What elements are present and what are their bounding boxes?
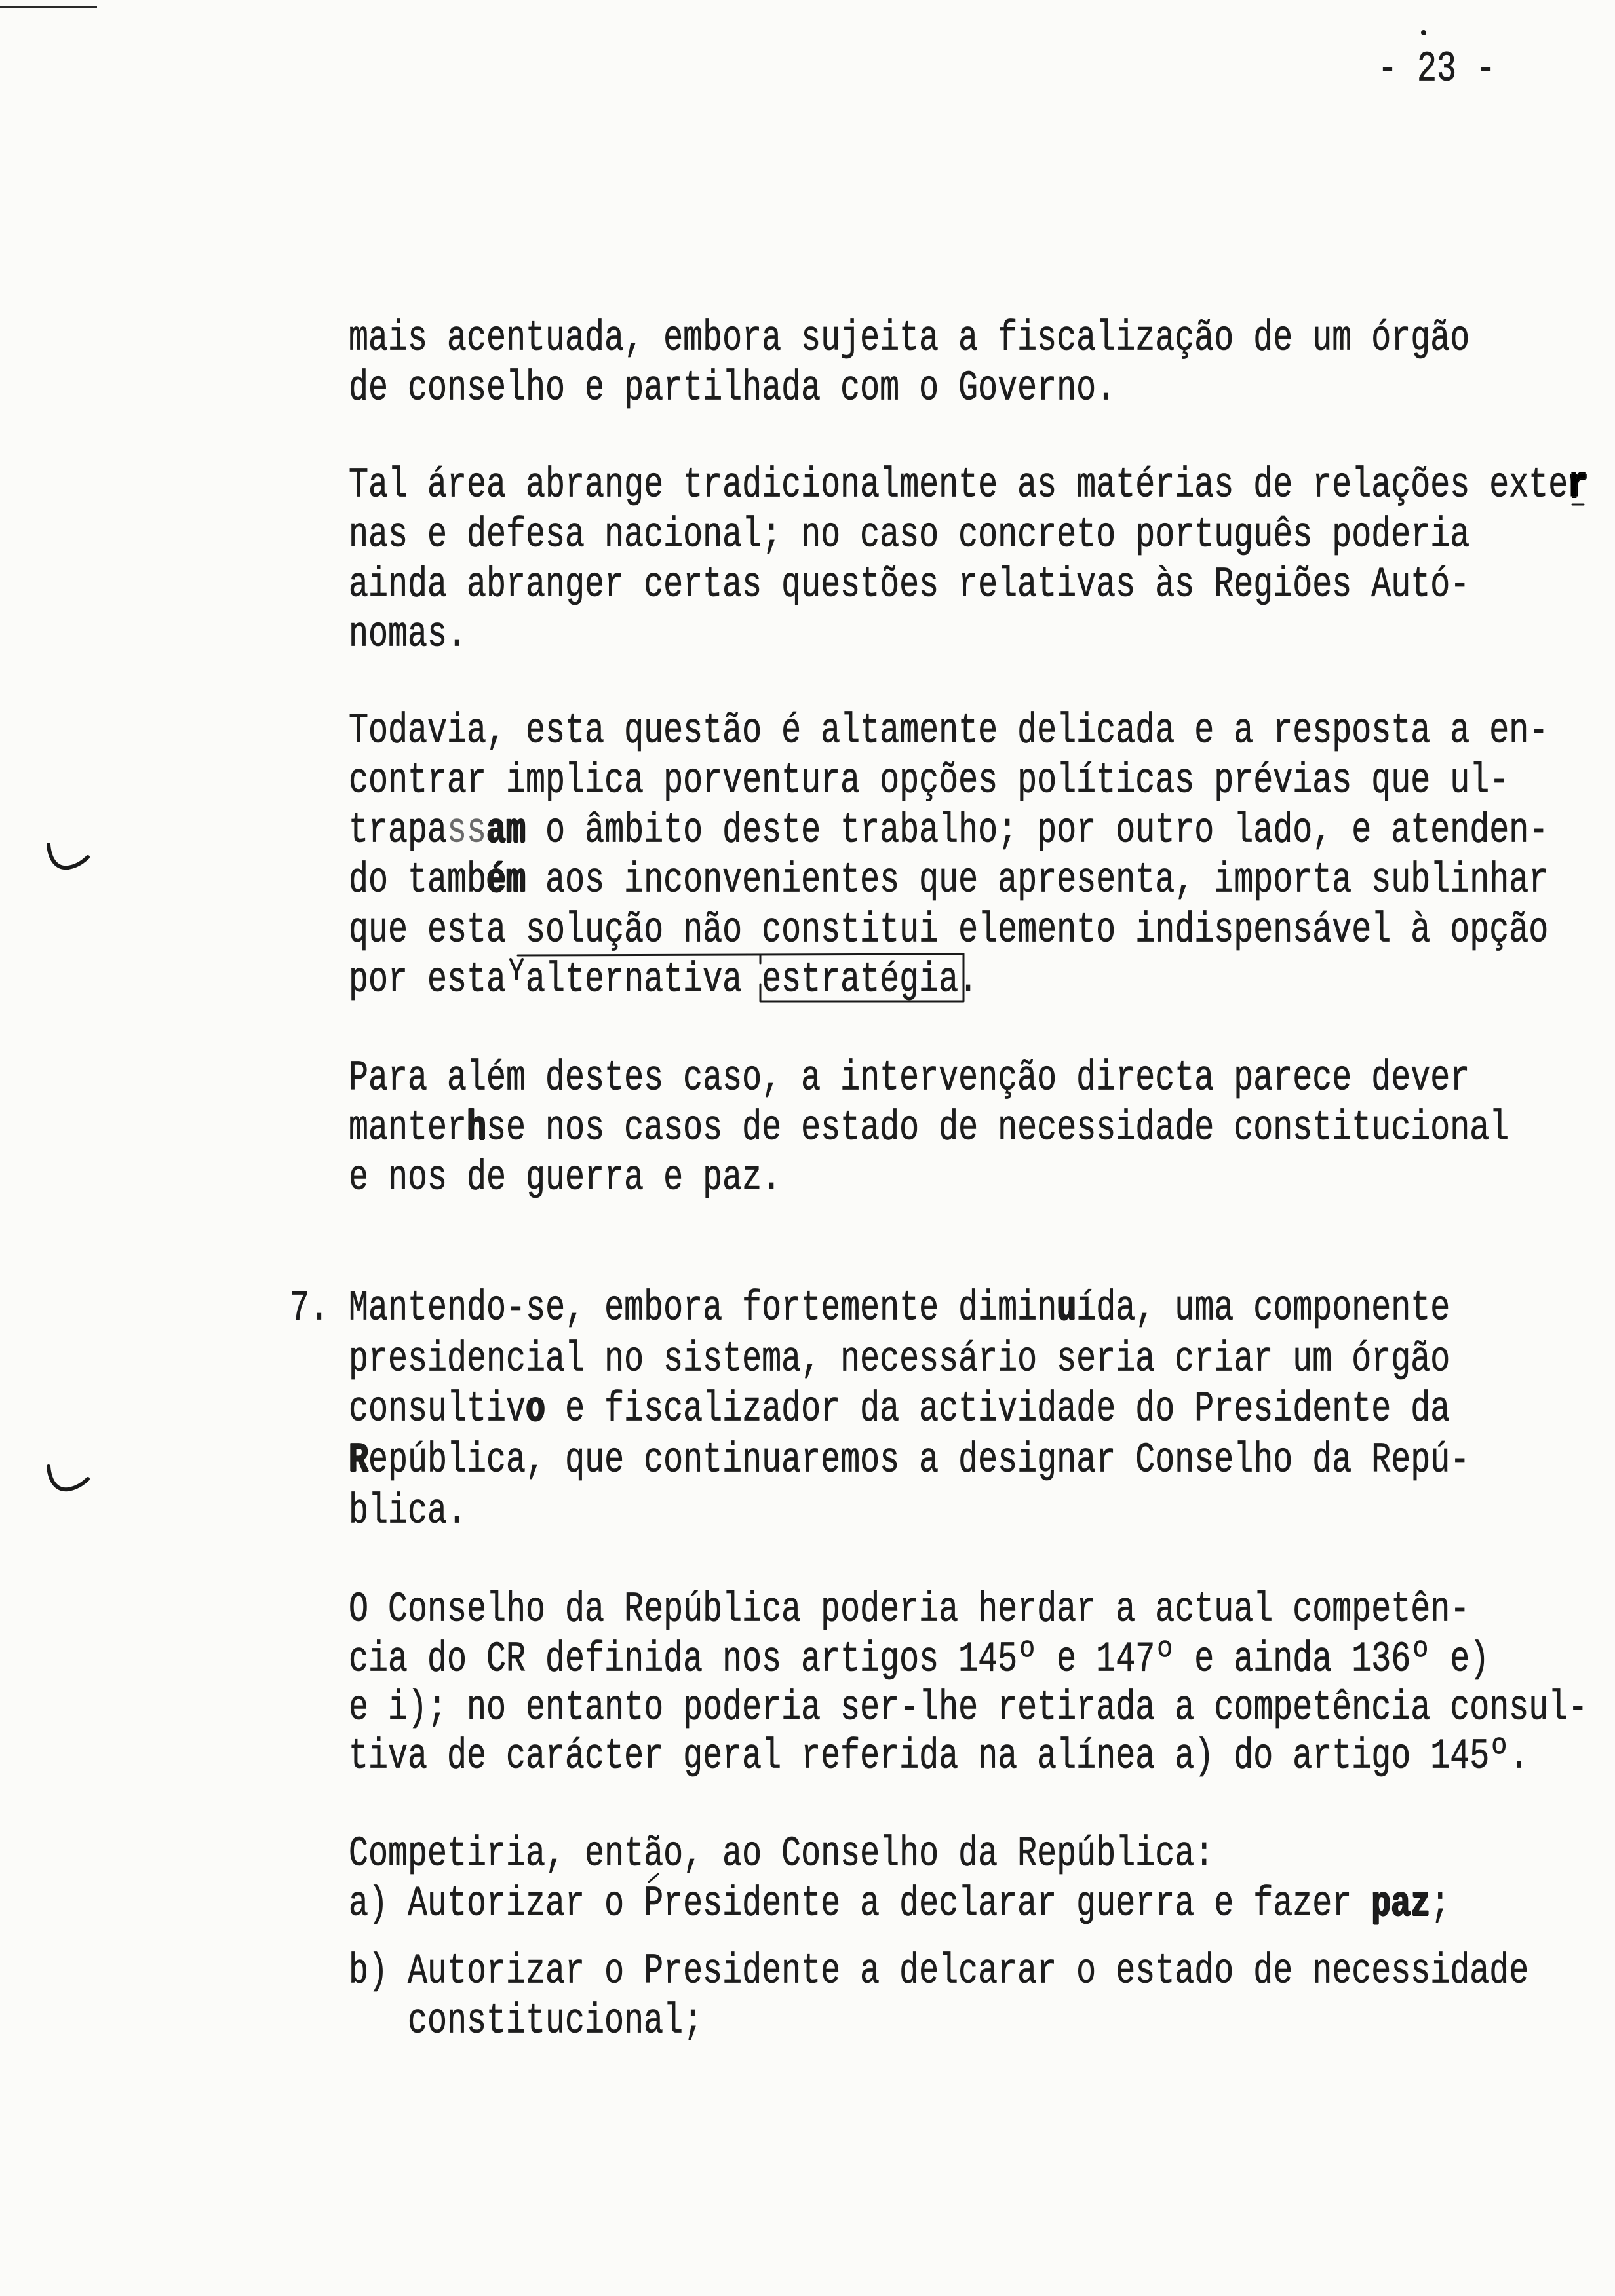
line-text: epública, que continuaremos a designar Conselho da Repú- [368,1436,1470,1485]
body-line: cia do CR definida nos artigos 145º e 147º e ainda 136º e) [349,1636,1490,1685]
line-text: Tal área abrange tradicionalmente as matérias de relações exte [349,461,1568,510]
body-line: Para além destes caso, a intervenção directa parece dever [349,1054,1470,1103]
line-text: ; [1430,1880,1450,1929]
line-text: ída, uma componente [1076,1284,1450,1333]
page-number: - 23 - [1378,45,1496,94]
line-text: o âmbito deste trabalho; por outro lado, e atenden- [526,807,1549,856]
page-number-dot [1421,30,1426,35]
body-line: e i); no entanto poderia ser-lhe retirada a competência consul- [349,1684,1588,1733]
list-item-continuation: constitucional; [408,1997,703,2046]
body-line: nomas. [349,611,467,660]
overstruck-chars: am [486,807,526,856]
line-text: consultiv [349,1385,526,1434]
overstruck-chars: ém [486,856,526,906]
line-text: e fiscalizador da actividade do Presidente da [545,1385,1450,1434]
line-text: a) Autorizar o Presidente a declarar guerra e fazer [349,1880,1372,1929]
body-line: Todavia, esta questão é altamente delicada e a resposta a en- [349,707,1549,756]
body-line: ainda abranger certas questões relativas às Regiões Autó- [349,561,1470,610]
overstruck-char: o [526,1385,546,1434]
overstruck-char: u [1057,1284,1077,1333]
body-line: e nos de guerra e paz. [349,1154,782,1203]
body-line: tiva de carácter geral referida na alínea a) do artigo 145º. [349,1732,1529,1782]
line-text: manter [349,1104,467,1153]
line-text: se nos casos de estado de necessidade constitucional [486,1104,1509,1153]
body-line: Competiria, então, ao Conselho da República: [349,1830,1215,1879]
list-item [349,1873,1450,1938]
body-line [349,1429,1469,1494]
body-line: blica. [349,1487,467,1537]
overstruck-char: h [467,1104,487,1153]
list-item: b) Autorizar o Presidente a delcarar o estado de necessidade [349,1947,1529,1997]
line-text: aos inconvenientes que apresenta, importa sublinhar [526,856,1549,906]
body-line: O Conselho da República poderia herdar a actual competên- [349,1586,1470,1635]
smudged-chars: ss [447,807,487,856]
overstruck-chars: paz [1371,1880,1431,1929]
margin-tick-mark-1 [49,845,88,868]
body-line: presidencial no sistema, necessário seria criar um órgão [349,1335,1450,1385]
section-number: 7. [290,1284,330,1333]
line-text: do tamb [349,856,487,906]
line-text: trapa [349,807,448,856]
body-line: de conselho e partilhada com o Governo. [349,364,1116,413]
overstruck-char: R [349,1436,369,1485]
body-line: por esta alternativa estratégia. [349,956,979,1005]
margin-tick-mark-2 [49,1466,88,1489]
body-line: mais acentuada, embora sujeita a fiscalização de um órgão [349,315,1470,364]
body-line: que esta solução não constitui elemento indispensável à opção [349,906,1549,955]
body-line: nas e defesa nacional; no caso concreto português poderia [349,511,1470,560]
overstruck-char: r [1568,461,1588,510]
body-line: contrar implica porventura opções políticas prévias que ul- [349,757,1509,806]
top-margin-rule [0,6,97,8]
line-text: Mantendo-se, embora fortemente dimin [329,1284,1057,1333]
